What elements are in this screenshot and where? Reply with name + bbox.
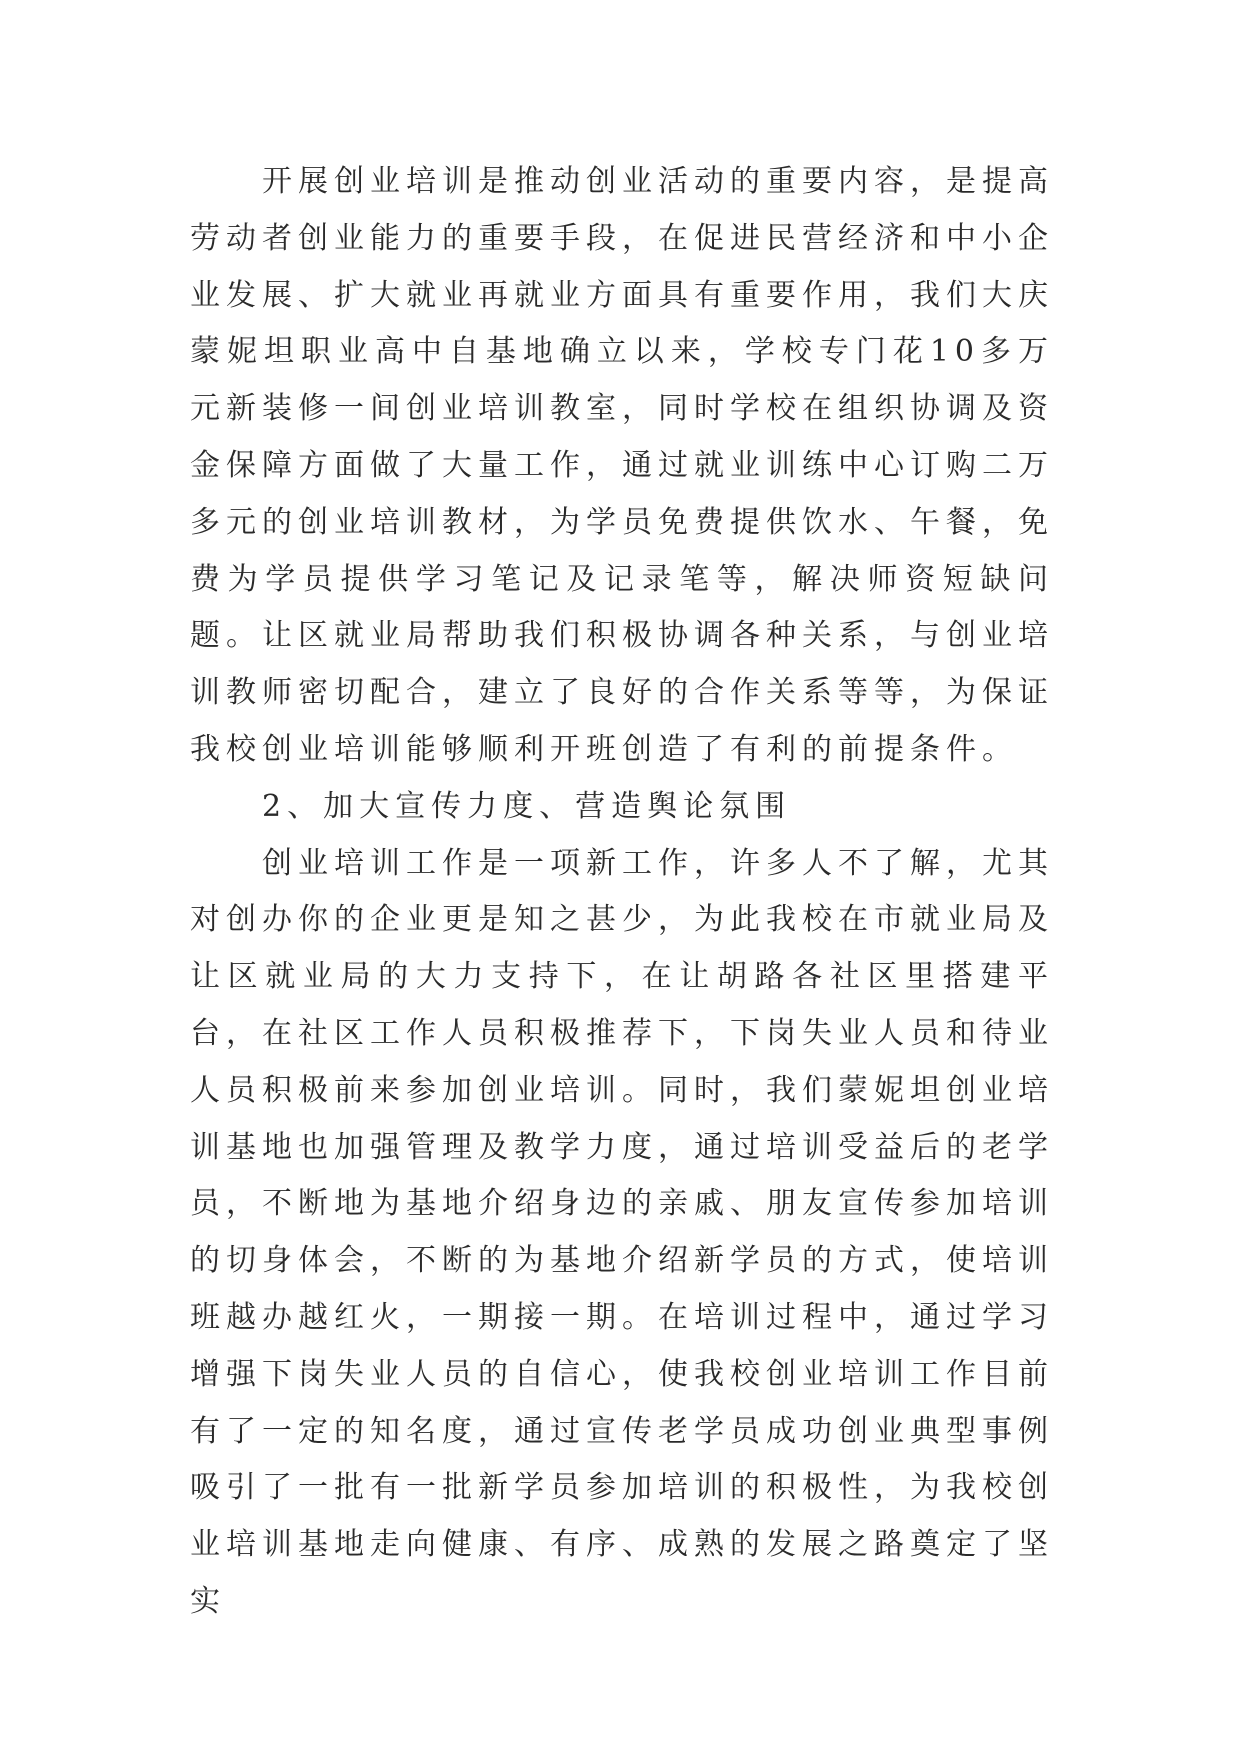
paragraph-funding-support: 开展创业培训是推动创业活动的重要内容，是提高劳动者创业能力的重要手段，在促进民营经济和中小企业发展、扩大就业再就业方面具有重要作用，我们大庆蒙妮坦职业高中自基地确立以来，学校专门花10多万元新装修一间创业培训教室，同时学校在组织协调及资金保障方面做了大量工作，通过就业训练中心订购二万多元的创业培训教材，为学员免费提供饮水、午餐，免费为学员提供学习笔记及记录笔等，解决师资短缺问题。让区就业局帮助我们积极协调各种关系，与创业培训教师密切配合，建立了良好的合作关系等等，为保证我校创业培训能够顺利开班创造了有利的前提条件。: [190, 164, 1054, 767]
text-column: [190, 154, 1054, 1631]
paragraph-publicity: 创业培训工作是一项新工作，许多人不了解，尤其对创办你的企业更是知之甚少，为此我校在市就业局及让区就业局的大力支持下，在让胡路各社区里搭建平台，在社区工作人员积极推荐下，下岗失业人员和待业人员积极前来参加创业培训。同时，我们蒙妮坦创业培训基地也加强管理及教学力度，通过培训受益后的老学员，不断地为基地介绍身边的亲戚、朋友宣传参加培训的切身体会，不断的为基地介绍新学员的方式，使培训班越办越红火，一期接一期。在培训过程中，通过学习增强下岗失业人员的自信心，使我校创业培训工作目前有了一定的知名度，通过宣传老学员成功创业典型事例吸引了一批有一批新学员参加培训的积极性，为我校创业培训基地走向健康、有序、成熟的发展之路奠定了坚实: [190, 845, 1054, 1619]
section-heading: 2、加大宣传力度、营造舆论氛围: [262, 788, 792, 824]
